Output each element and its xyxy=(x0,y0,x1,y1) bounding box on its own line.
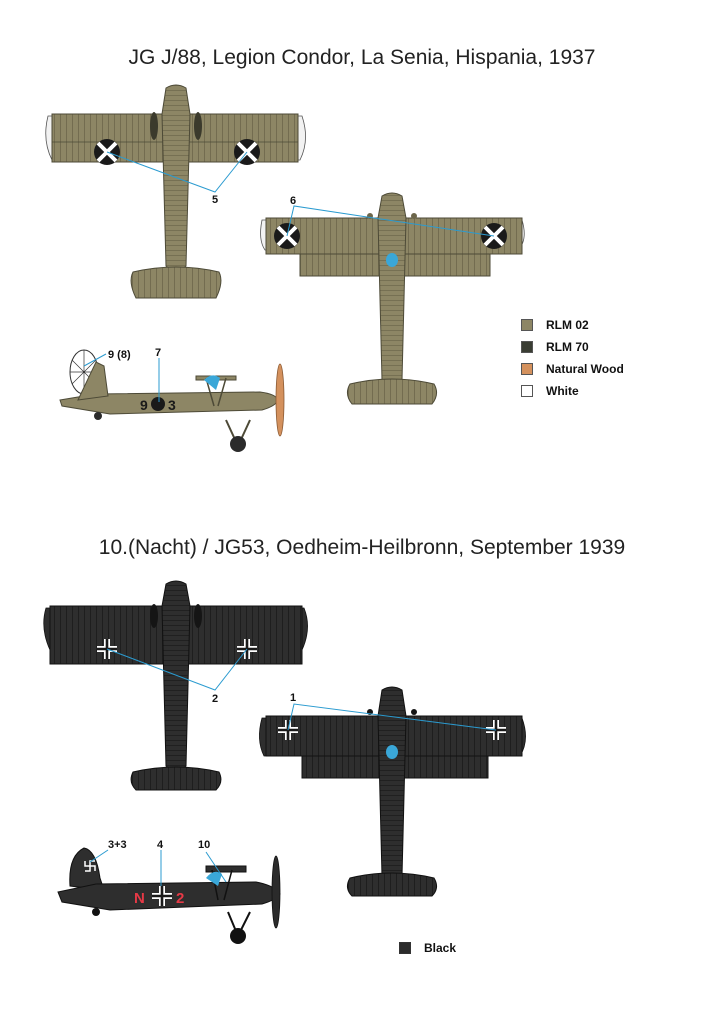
profile-1-bottom-view xyxy=(261,193,525,404)
profile-2-bottom-view xyxy=(259,687,525,896)
svg-text:10: 10 xyxy=(198,839,211,851)
profile-2-callout-tail xyxy=(90,839,127,862)
svg-text:9 (8): 9 (8) xyxy=(108,349,131,361)
legend-item-rlm02 xyxy=(521,314,624,336)
swatch-rlm70 xyxy=(521,341,533,353)
swatch-black xyxy=(399,942,411,954)
swatch-white xyxy=(521,385,533,397)
svg-text:3: 3 xyxy=(168,397,176,413)
profile-2-top-view xyxy=(44,581,308,790)
profile-1-title: JG J/88, Legion Condor, La Senia, Hispania, 1937 xyxy=(128,46,596,69)
swatch-rlm02 xyxy=(521,319,533,331)
svg-text:1: 1 xyxy=(290,692,297,704)
profile-1-side-view xyxy=(60,350,284,452)
svg-text:5: 5 xyxy=(212,194,219,206)
profile-2-side-view xyxy=(58,848,280,944)
legend-item-white xyxy=(521,380,624,402)
legend-label: White xyxy=(546,384,579,398)
legend-item-rlm70 xyxy=(521,336,624,358)
svg-text:4: 4 xyxy=(157,839,164,851)
profile-1-color-legend xyxy=(521,314,624,402)
svg-text:2: 2 xyxy=(176,890,185,907)
legend-label: Black xyxy=(424,941,457,955)
profile-2-color-legend xyxy=(399,937,456,959)
svg-text:9: 9 xyxy=(140,397,148,413)
legend-item-natural-wood xyxy=(521,358,624,380)
svg-text:2: 2 xyxy=(212,693,219,705)
profile-2-callout-fuselage xyxy=(157,839,164,886)
svg-text:7: 7 xyxy=(155,347,162,359)
profile-1-top-view xyxy=(46,85,306,298)
legend-item-black xyxy=(399,937,456,959)
profile-2-title: 10.(Nacht) / JG53, Oedheim-Heilbronn, September 1939 xyxy=(98,536,626,559)
svg-text:3+3: 3+3 xyxy=(108,839,127,851)
legend-label: Natural Wood xyxy=(546,362,624,376)
legend-label: RLM 02 xyxy=(546,318,589,332)
legend-label: RLM 70 xyxy=(546,340,589,354)
svg-text:N: N xyxy=(134,890,145,907)
swatch-natural-wood xyxy=(521,363,533,375)
svg-text:6: 6 xyxy=(290,195,297,207)
